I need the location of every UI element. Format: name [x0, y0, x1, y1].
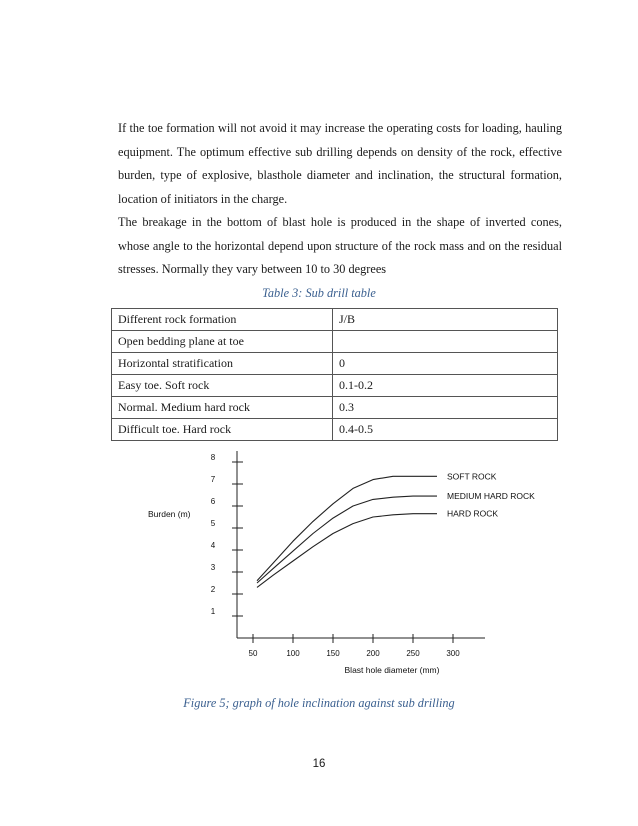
table-cell: Normal. Medium hard rock	[112, 397, 333, 419]
y-tick-label: 4	[210, 541, 216, 550]
x-tick-label: 100	[286, 649, 300, 658]
chart-series	[257, 471, 535, 587]
table-cell: Horizontal stratification	[112, 353, 333, 375]
table-header-cell: Different rock formation	[112, 309, 333, 331]
table-cell: 0.3	[333, 397, 558, 419]
table-row	[112, 419, 558, 441]
table-cell: Difficult toe. Hard rock	[112, 419, 333, 441]
x-axis-label: Blast hole diameter (mm)	[344, 665, 440, 675]
table-row	[112, 353, 558, 375]
y-axis-label: Burden (m)	[148, 509, 191, 519]
paragraph-breakage: The breakage in the bottom of blast hole is produced in the shape of inverted cones, whose angle to the horizontal depend upon structure of the rock mass and on the residual stresses. Normally they vary between 10 to 30 degrees	[118, 215, 562, 276]
series-line	[257, 496, 437, 583]
table-cell: 0.1-0.2	[333, 375, 558, 397]
table-row	[112, 397, 558, 419]
table-cell: 0	[333, 353, 558, 375]
y-tick-label: 6	[210, 497, 216, 506]
table-caption: Table 3: Sub drill table	[262, 286, 376, 300]
page-number: 16	[312, 758, 326, 770]
x-tick-label: 50	[248, 649, 258, 658]
x-tick-label: 250	[406, 649, 420, 658]
y-tick-label: 3	[210, 563, 216, 572]
paragraph-toe-formation: If the toe formation will not avoid it may increase the operating costs for loading, hauling equipment. The optimum effective sub drilling depends on density of the rock, effective burden, type of explosive, blasthole diameter and inclination, the structural formation, location of initiators in the charge.	[118, 121, 562, 206]
figure-caption: Figure 5; graph of hole inclination against sub drilling	[183, 696, 455, 710]
sub-drill-table	[111, 308, 558, 441]
table-cell: Easy toe. Soft rock	[112, 375, 333, 397]
table-header-cell: J/B	[333, 309, 558, 331]
series-label: HARD ROCK	[447, 508, 499, 519]
y-tick-label: 5	[210, 519, 216, 528]
x-tick-label: 300	[446, 649, 460, 658]
table-cell	[333, 331, 558, 353]
y-tick-label: 2	[210, 585, 216, 594]
chart-axes	[211, 451, 485, 658]
y-tick-label: 7	[210, 475, 216, 484]
table-row	[112, 331, 558, 353]
series-line	[257, 476, 437, 581]
x-tick-label: 150	[326, 649, 340, 658]
series-label: SOFT ROCK	[447, 471, 497, 482]
y-tick-label: 1	[210, 607, 216, 616]
table-header-row	[112, 309, 558, 331]
x-tick-label: 200	[366, 649, 380, 658]
table-row	[112, 375, 558, 397]
table-cell: 0.4-0.5	[333, 419, 558, 441]
burden-vs-diameter-chart	[140, 443, 540, 683]
table-cell: Open bedding plane at toe	[112, 331, 333, 353]
series-label: MEDIUM HARD ROCK	[447, 491, 535, 502]
y-tick-label: 8	[210, 453, 216, 462]
